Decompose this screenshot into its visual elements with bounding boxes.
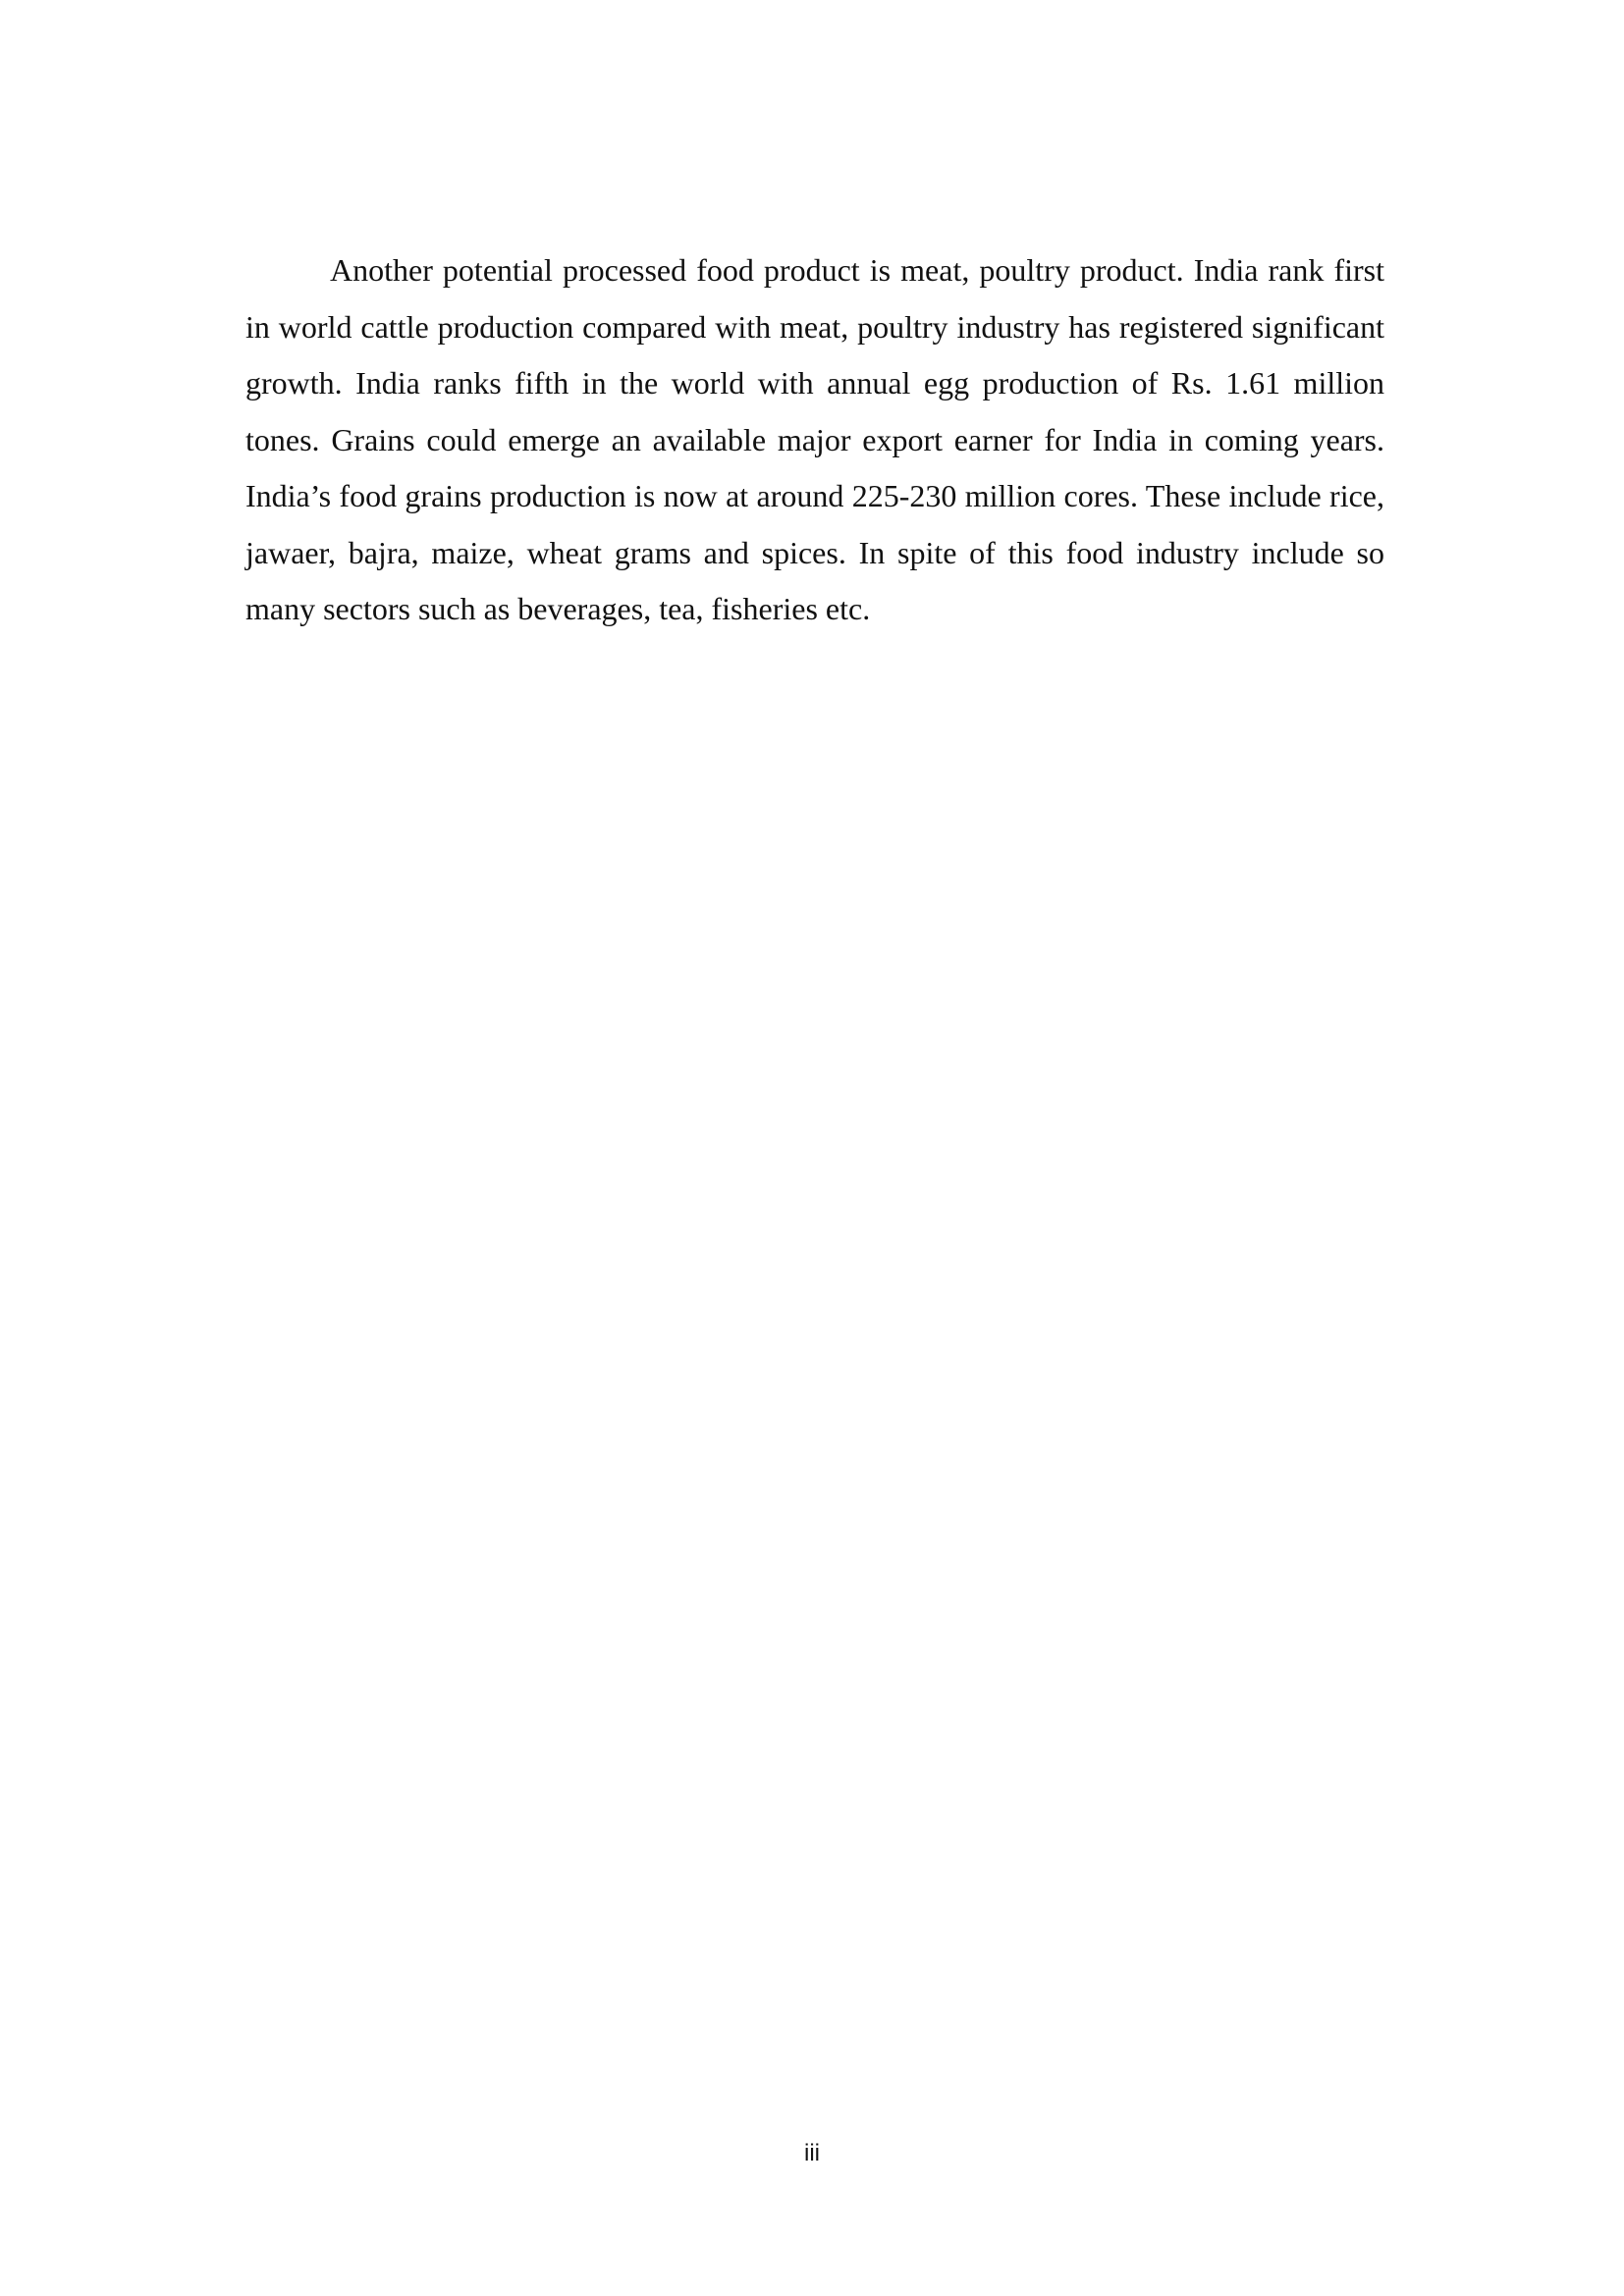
page-number: iii [804,2140,820,2166]
body-paragraph: Another potential processed food product is meat, poultry product. India rank first in world cattle production compared with meat, poultry industry has registered significant growth. India ranks fifth in the world with annual egg production of Rs. 1.61 million tones. Grains could emerge an available major export earner for India in coming years. India’s food grains production is now at around 225-230 million cores. These include rice, jawaer, bajra, maize, wheat grams and spices. In spite of this food industry include so many sectors such as beverages, tea, fisheries etc. [245,252,1384,626]
